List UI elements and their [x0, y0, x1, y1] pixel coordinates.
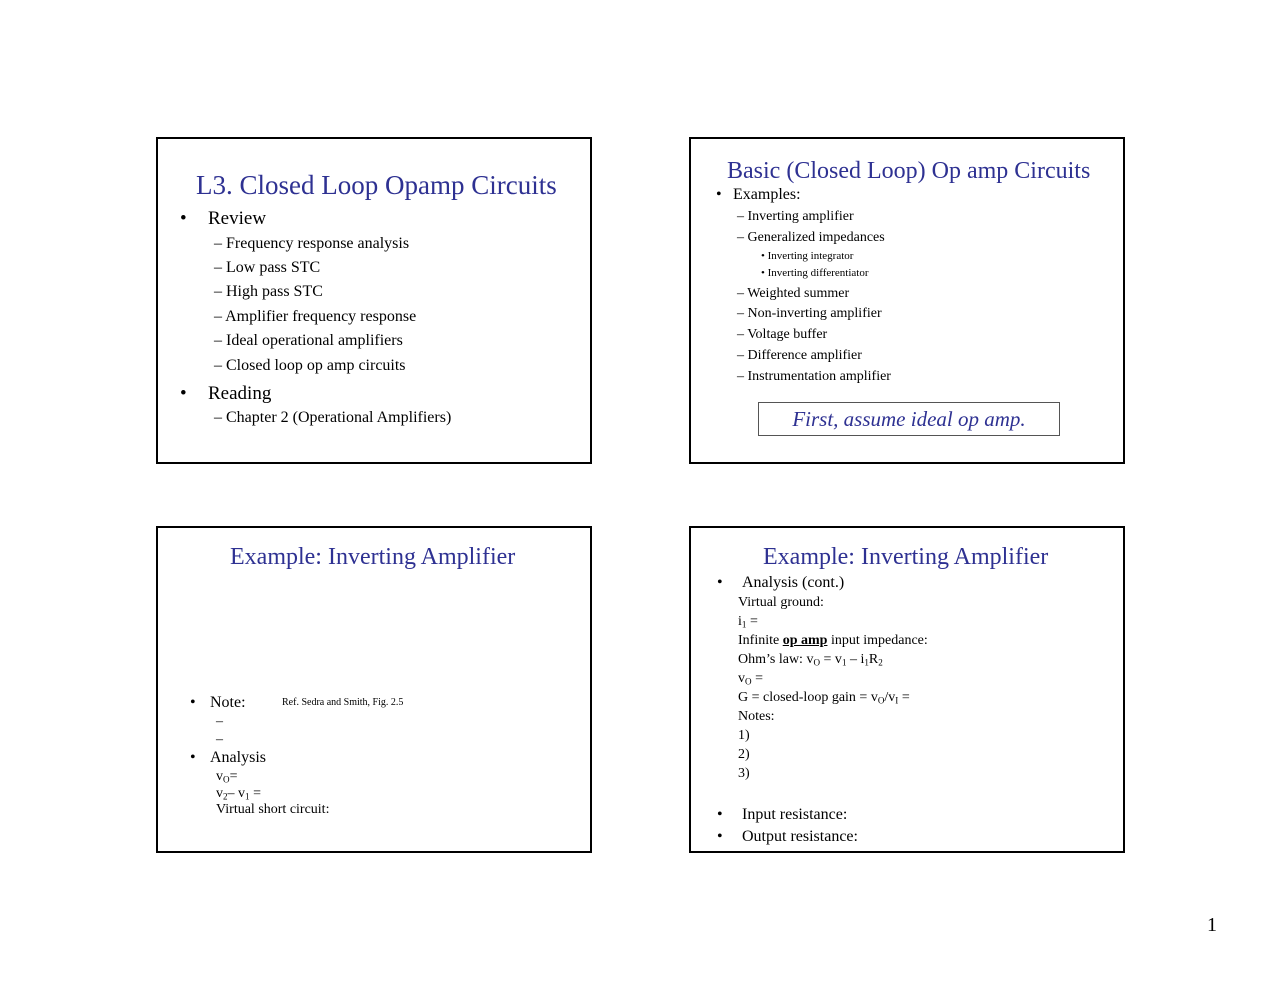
bullet-reading: Reading — [208, 383, 272, 404]
bullet-dot: • — [180, 208, 187, 229]
text: = — [898, 690, 910, 705]
list-item: – Instrumentation amplifier — [737, 369, 891, 384]
infinite-impedance-label — [738, 634, 928, 648]
bullet-input-resistance: Input resistance: — [742, 806, 848, 823]
symbol: – v — [227, 786, 246, 801]
symbol: v — [216, 769, 223, 784]
list-item: – Frequency response analysis — [214, 235, 410, 252]
equals: = — [229, 769, 238, 784]
bullet-dot: • — [717, 574, 723, 591]
list-item: – Ideal operational amplifiers — [214, 332, 403, 349]
slide-title: Example: Inverting Amplifier — [763, 544, 1049, 570]
item-text: High pass STC — [226, 283, 323, 300]
subscript: O — [745, 676, 752, 687]
gain-equation — [738, 691, 910, 705]
bullet-note: Note: — [210, 694, 246, 711]
bullet-dot: • — [716, 186, 722, 203]
item-text: Closed loop op amp circuits — [226, 357, 406, 374]
item-text: Voltage buffer — [747, 327, 828, 342]
slide-4 — [689, 526, 1125, 853]
text: Ohm’s law: v — [738, 652, 814, 667]
item-text: Inverting integrator — [767, 250, 854, 262]
list-item: – Chapter 2 (Operational Amplifiers) — [214, 409, 452, 426]
item-text: Amplifier frequency response — [225, 308, 417, 325]
slide-title: L3. Closed Loop Opamp Circuits — [196, 170, 557, 200]
list-item: – Amplifier frequency response — [214, 308, 417, 325]
subscript: 2 — [223, 791, 228, 802]
text: = v — [820, 652, 842, 667]
bullet-examples: Examples: — [733, 186, 801, 203]
page-number: 1 — [1207, 914, 1217, 936]
list-item: – Generalized impedances — [737, 230, 885, 245]
slide-3 — [156, 526, 592, 853]
bullet-dot: • — [717, 806, 723, 823]
bullet-dot: • — [717, 828, 723, 845]
list-item: – Voltage buffer — [737, 327, 828, 342]
item-text: Instrumentation amplifier — [747, 369, 891, 384]
symbol: v — [216, 786, 223, 801]
notes-label: Notes: — [738, 709, 775, 724]
list-dash: – — [216, 714, 223, 729]
equation-vo — [216, 770, 237, 784]
ohms-law-equation — [738, 653, 883, 667]
subscript: O — [877, 695, 885, 706]
virtual-short-label: Virtual short circuit: — [216, 802, 330, 817]
bullet-review: Review — [208, 208, 267, 229]
item-text: Inverting differentiator — [767, 267, 869, 279]
bullet-analysis: Analysis — [210, 749, 266, 766]
list-item: – Weighted summer — [737, 286, 850, 301]
slide-title: Example: Inverting Amplifier — [230, 544, 516, 570]
list-dash: – — [216, 732, 223, 747]
text: – i — [846, 652, 865, 667]
slide-title: Basic (Closed Loop) Op amp Circuits — [727, 158, 1091, 184]
list-item: – Difference amplifier — [737, 348, 862, 363]
slide-2 — [689, 137, 1125, 464]
virtual-ground-label: Virtual ground: — [738, 595, 824, 610]
text: /v — [884, 690, 896, 705]
item-text: Chapter 2 (Operational Amplifiers) — [226, 409, 452, 426]
sub-list-item: • Inverting integrator — [761, 250, 854, 262]
bullet-dot: • — [180, 383, 187, 404]
subscript: 1 — [841, 657, 847, 668]
item-text: Difference amplifier — [747, 348, 862, 363]
list-item: – Inverting amplifier — [737, 209, 854, 224]
list-item: – Low pass STC — [214, 259, 321, 276]
list-item: – High pass STC — [214, 283, 323, 300]
subscript: 1 — [864, 657, 869, 668]
bullet-dot: • — [190, 694, 196, 711]
list-item: – Closed loop op amp circuits — [214, 357, 406, 374]
equals: = — [253, 786, 261, 801]
bullet-output-resistance: Output resistance: — [742, 828, 858, 845]
text: G = closed-loop gain = v — [738, 690, 878, 705]
text: R — [868, 652, 879, 667]
note-number: 3) — [738, 766, 750, 781]
note-number: 2) — [738, 747, 750, 762]
slide-1 — [156, 137, 592, 464]
sub-list-item: • Inverting differentiator — [761, 267, 869, 279]
bullet-dot: • — [190, 749, 196, 766]
subscript: 1 — [245, 791, 250, 802]
figure-reference: Ref. Sedra and Smith, Fig. 2.5 — [282, 697, 404, 708]
equation-i1: $i_1$ = — [738, 614, 758, 630]
item-text: Frequency response analysis — [226, 235, 410, 252]
list-item: – Non-inverting amplifier — [737, 306, 882, 321]
symbol: i — [738, 614, 742, 629]
subscript: O — [223, 774, 230, 785]
text: Infinite — [738, 633, 783, 648]
item-text: Non-inverting amplifier — [747, 306, 882, 321]
subscript: 1 — [741, 619, 747, 630]
item-text: Generalized impedances — [747, 230, 885, 245]
callout-box: First, assume ideal op amp. — [758, 402, 1060, 436]
subscript: 2 — [878, 657, 883, 668]
equation-v2-v1 — [216, 787, 261, 801]
item-text: Weighted summer — [747, 286, 850, 301]
item-text: Ideal operational amplifiers — [226, 332, 403, 349]
subscript: I — [895, 695, 899, 706]
note-number: 1) — [738, 728, 750, 743]
symbol: v — [738, 671, 745, 686]
item-text: Inverting amplifier — [747, 209, 854, 224]
item-text: Low pass STC — [226, 259, 321, 276]
equation-vo: $v_O$ = — [738, 671, 763, 687]
subscript: O — [813, 657, 821, 668]
underlined-text: op amp — [782, 633, 828, 648]
text: input impedance: — [827, 633, 928, 648]
bullet-analysis: Analysis (cont.) — [742, 574, 845, 591]
